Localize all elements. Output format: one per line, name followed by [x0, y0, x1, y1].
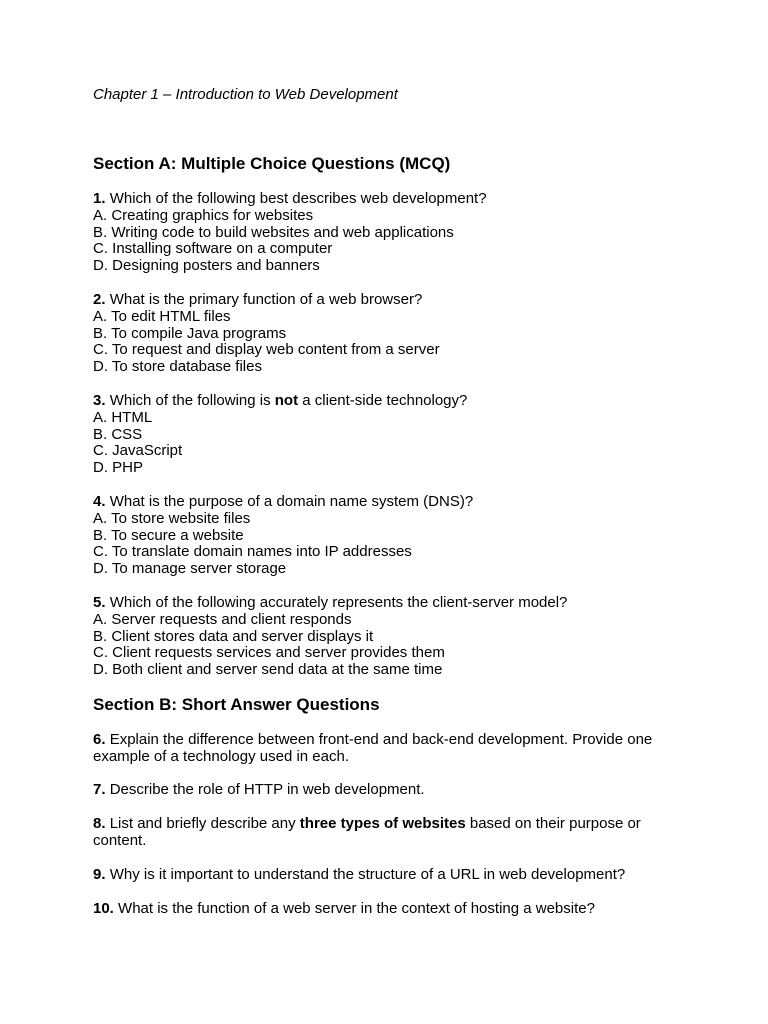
question-text: Why is it important to understand the structure of a URL in web development? — [109, 866, 626, 883]
option-c: C. Client requests services and server provides them — [93, 644, 445, 662]
question-text-start: List and briefly describe any — [109, 815, 296, 832]
option-a: A. Creating graphics for websites — [93, 206, 314, 224]
option-b: B. CSS — [93, 425, 143, 443]
section-a-heading: Section A: Multiple Choice Questions (MCQ) — [93, 154, 451, 173]
question-10 — [93, 901, 683, 918]
option-a: A. Server requests and client responds — [93, 610, 352, 628]
question-text-continued: example of a technology used in each. — [93, 747, 350, 765]
question-number: 1. — [93, 190, 106, 207]
question-text-end: based on their purpose or — [469, 815, 641, 832]
option-c: C. Installing software on a computer — [93, 240, 333, 258]
option-c: C. To translate domain names into IP addresses — [93, 543, 412, 561]
question-text-end: a client-side technology? — [302, 392, 468, 409]
question-3 — [93, 393, 683, 477]
question-stem — [93, 867, 683, 884]
question-text: Explain the difference between front-end and back-end development. Provide one — [109, 731, 653, 748]
option-d: D. To store database files — [93, 358, 262, 376]
question-text: What is the primary function of a web browser? — [109, 291, 423, 308]
option-b: B. Client stores data and server displays it — [93, 627, 374, 645]
question-stem — [93, 494, 683, 511]
option-d: D. PHP — [93, 459, 144, 477]
question-text-continued: content. — [93, 831, 147, 849]
question-number: 8. — [93, 815, 106, 832]
question-stem — [93, 292, 683, 309]
option-a: A. HTML — [93, 408, 153, 426]
question-text: Which of the following accurately represents the client-server model? — [109, 594, 568, 611]
question-number: 2. — [93, 291, 106, 308]
question-7 — [93, 782, 683, 799]
option-b: B. Writing code to build websites and web applications — [93, 223, 454, 241]
option-a: A. To edit HTML files — [93, 307, 231, 325]
question-number: 7. — [93, 781, 106, 798]
question-5 — [93, 595, 683, 679]
question-text-emphasis: not — [274, 392, 299, 409]
question-stem — [93, 393, 683, 410]
question-2 — [93, 292, 683, 376]
question-9 — [93, 867, 683, 884]
question-4 — [93, 494, 683, 578]
question-stem — [93, 782, 683, 799]
question-number: 5. — [93, 594, 106, 611]
question-number: 4. — [93, 493, 106, 510]
question-number: 10. — [93, 900, 114, 917]
question-text-emphasis: three types of websites — [299, 815, 466, 832]
question-1 — [93, 191, 683, 275]
question-number: 6. — [93, 731, 106, 748]
question-6 — [93, 732, 683, 766]
option-d: D. To manage server storage — [93, 560, 287, 578]
question-stem — [93, 732, 683, 749]
question-text: Which of the following best describes web development? — [109, 190, 487, 207]
question-text: Describe the role of HTTP in web development. — [109, 781, 425, 798]
question-8 — [93, 816, 683, 850]
question-stem — [93, 816, 683, 833]
option-c: C. JavaScript — [93, 442, 183, 460]
question-number: 3. — [93, 392, 106, 409]
option-a: A. To store website files — [93, 509, 251, 527]
option-d: D. Designing posters and banners — [93, 257, 320, 275]
option-d: D. Both client and server send data at the same time — [93, 661, 443, 679]
option-b: B. To secure a website — [93, 526, 244, 544]
question-stem — [93, 595, 683, 612]
section-b-heading: Section B: Short Answer Questions — [93, 695, 380, 714]
chapter-title: Chapter 1 – Introduction to Web Development — [93, 86, 398, 103]
question-text: What is the function of a web server in the context of hosting a website? — [118, 900, 595, 917]
option-c: C. To request and display web content from a server — [93, 341, 440, 359]
option-b: B. To compile Java programs — [93, 324, 287, 342]
question-text-start: Which of the following is — [109, 392, 271, 409]
question-stem — [93, 191, 683, 208]
question-number: 9. — [93, 866, 106, 883]
question-stem — [93, 901, 683, 918]
question-text: What is the purpose of a domain name system (DNS)? — [109, 493, 474, 510]
